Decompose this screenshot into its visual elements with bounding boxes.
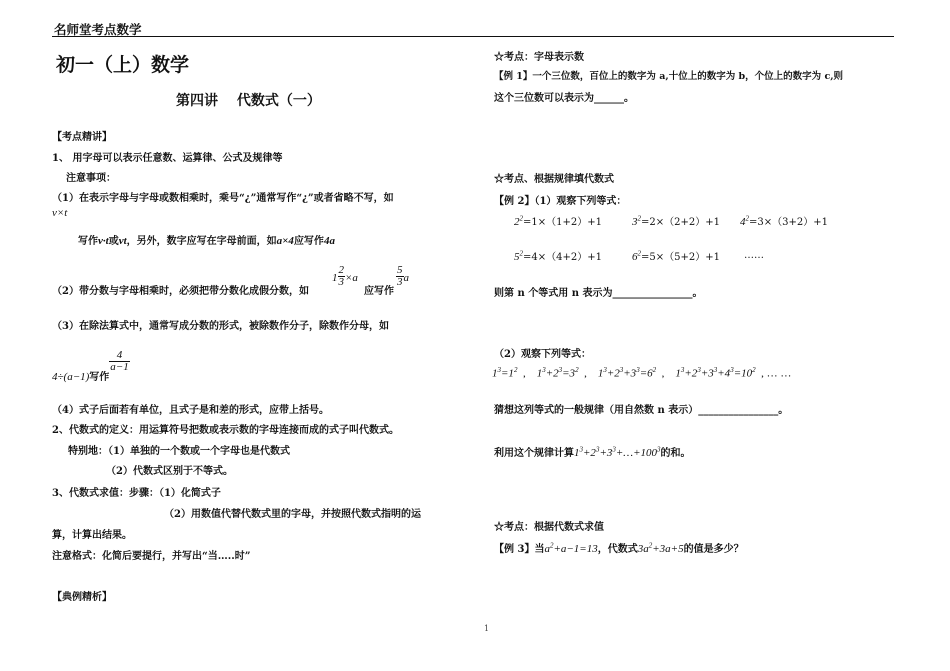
kp-letters-represent-numbers: ☆考点：字母表示数 bbox=[494, 52, 584, 63]
format-note: 注意格式：化简后要提行，并写出“当…..时” bbox=[52, 551, 251, 562]
section-examples: 【典例精析】 bbox=[52, 592, 112, 603]
note-4: （4）式子后面若有单位，且式子是和差的形式，应带上括号。 bbox=[52, 405, 329, 416]
example-2-title: 【例 2】（1）观察下列等式： bbox=[494, 196, 627, 207]
note-2-write-as: 应写作 bbox=[364, 286, 394, 297]
grade-title: 初一（上）数学 bbox=[56, 54, 190, 76]
header-brand: 名师堂考点数学 bbox=[54, 22, 142, 37]
mixed-number-example: 1 $\frac{2}{3}$ ×a bbox=[332, 264, 358, 288]
lecture-title: 第四讲 代数式（一） bbox=[176, 93, 321, 109]
pattern-eq-5: $6^2=5\times(5+2)+1$ bbox=[632, 249, 720, 263]
header-rule bbox=[52, 36, 894, 37]
example-1-line2: 这个三位数可以表示为______。 bbox=[494, 93, 634, 104]
note-1-example: v×t bbox=[52, 207, 68, 219]
note-1-line2: 写作v·t或vt，另外，数字应写在字母前面，如a×4应写作4a bbox=[78, 235, 335, 247]
guess-rule-prompt: 猜想这列等式的一般规律（用自然数 n 表示）________________。 bbox=[494, 405, 789, 416]
kp-evaluate-expression: ☆考点：根据代数式求值 bbox=[494, 522, 604, 533]
pattern-ellipsis: …… bbox=[744, 250, 764, 261]
point-1: 1、 用字母可以表示任意数、运算律、公式及规律等 bbox=[52, 153, 283, 164]
kp-pattern-expressions: ☆考点、根据规律填代数式 bbox=[494, 174, 614, 185]
note-3: （3）在除法算式中，通常写成分数的形式，被除数作分子，除数作分母，如 bbox=[52, 321, 389, 332]
example-1-line1: 【例 1】一个三位数，百位上的数字为 a,十位上的数字为 b，个位上的数字为 c,则 bbox=[494, 71, 844, 82]
use-rule-prompt: 利用这个规律计算$1^3+2^3+3^3+\dots+100^3$的和。 bbox=[494, 445, 691, 459]
pattern-eq-3: $4^2=3\times(3+2)+1$ bbox=[740, 214, 828, 228]
point-3-step2-cont: 算，计算出结果。 bbox=[52, 530, 132, 541]
point-2: 2、代数式的定义：用运算符号把数或表示数的字母连接而成的式子叫代数式。 bbox=[52, 425, 399, 436]
note-1: （1）在表示字母与字母或数相乘时，乘号“¿”通常写作“¿”或者省略不写，如 bbox=[52, 193, 394, 204]
improper-fraction-example: $\frac{5}{3}$ a bbox=[397, 264, 409, 288]
cube-sum-sequence: $1^3=1^2$ , $1^3+2^3=3^2$ , $1^3+2^3+3^3=6^2$ , $1^3+2^3+3^3+4^3=10^2$ , … … bbox=[492, 366, 792, 380]
point-3-step2: （2）用数值代替代数式里的字母，并按照代数式指明的运 bbox=[164, 509, 421, 520]
note-2: （2）带分数与字母相乘时，必须把带分数化成假分数，如 bbox=[52, 286, 309, 297]
page-number: 1 bbox=[484, 624, 490, 633]
nth-equation-prompt: 则第 n 个等式用 n 表示为________________。 bbox=[494, 288, 703, 299]
division-example: $_{4\div(a-1)写作}$ $\frac{4}{a-1}$ bbox=[52, 349, 129, 383]
notes-title: 注意事项： bbox=[66, 173, 116, 184]
example-2-part2: （2）观察下列等式： bbox=[494, 349, 591, 360]
pattern-eq-1: $2^2=1\times(1+2)+1$ bbox=[514, 214, 602, 228]
special-note-1: 特别地：（1）单独的一个数或一个字母也是代数式 bbox=[68, 446, 290, 457]
pattern-eq-2: $3^2=2\times(2+2)+1$ bbox=[632, 214, 720, 228]
section-points: 【考点精讲】 bbox=[52, 132, 112, 143]
example-3: 【例 3】当$a^2+a-1=13$，代数式$3a^2+3a+5$的值是多少？ bbox=[494, 541, 744, 555]
pattern-eq-4: $5^2=4\times(4+2)+1$ bbox=[514, 249, 602, 263]
point-3: 3、代数式求值：步骤：（1）化简式子 bbox=[52, 488, 221, 499]
special-note-2: （2）代数式区别于不等式。 bbox=[106, 466, 233, 477]
